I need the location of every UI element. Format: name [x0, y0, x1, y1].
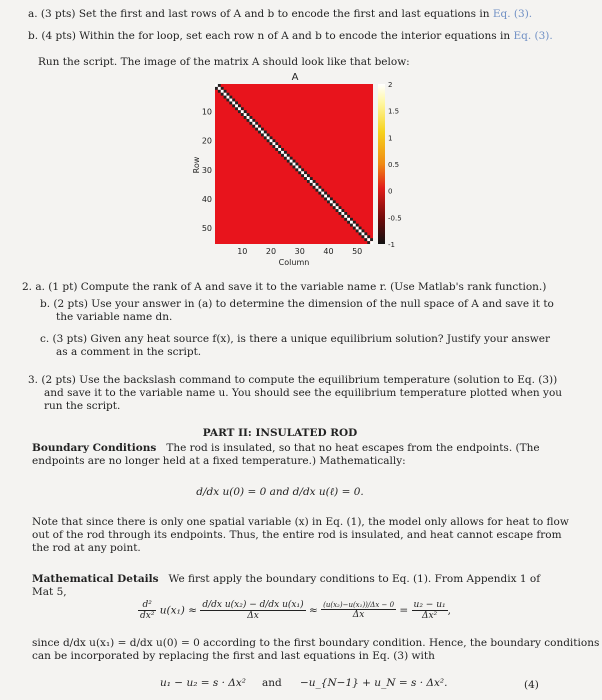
diagonal-cell [293, 163, 296, 166]
subdiagonal-cell [301, 174, 304, 177]
colorbar [378, 84, 385, 244]
superdiagonal-cell [238, 104, 241, 107]
figure-title: A [291, 72, 299, 83]
superdiagonal-cell [301, 168, 304, 171]
diagonal-cell [327, 197, 330, 200]
diagonal-cell [247, 116, 250, 119]
diagonal-cell [218, 87, 221, 90]
subdiagonal-cell [281, 154, 284, 157]
superdiagonal-cell [295, 163, 298, 166]
diagonal-cell [364, 235, 367, 238]
diagonal-cell [298, 168, 301, 171]
subdiagonal-cell [362, 235, 365, 238]
colorbar-ticks [388, 81, 402, 249]
x-tick-label: 30 [294, 247, 305, 256]
diagonal-cell [270, 139, 273, 142]
diagonal-cell [295, 165, 298, 168]
subdiagonal-cell [359, 232, 362, 235]
diagonal-cell [221, 90, 224, 93]
superdiagonal-cell [247, 113, 250, 116]
subdiagonal-cell [247, 119, 250, 122]
since-line2: can be incorporated by replacing the first and last equations in Eq. (3) with [32, 650, 435, 662]
colorbar-tick-label: 1.5 [388, 107, 400, 116]
item-b: b. (4 pts) Within the for loop, set each row n of A and b to encode the interior equations in Eq. (3). [28, 30, 553, 42]
diagonal-cell [313, 183, 316, 186]
subdiagonal-cell [218, 90, 221, 93]
subdiagonal-cell [313, 186, 316, 189]
eq4-left: u₁ − u₂ = s · Δx² [160, 677, 247, 689]
note-line3: the rod at any point. [32, 542, 141, 554]
diagonal-cell [224, 93, 227, 96]
diagonal-cell [344, 215, 347, 218]
y-axis-label: Row [192, 156, 201, 174]
subdiagonal-cell [224, 96, 227, 99]
diagonal-cell [367, 238, 370, 241]
subdiagonal-cell [347, 221, 350, 224]
diagonal-cell [304, 174, 307, 177]
colorbar-tick-label: 0 [388, 187, 393, 196]
eq4-right: −u_{N−1} + u_N = s · Δx². [300, 677, 448, 689]
superdiagonal-cell [347, 215, 350, 218]
superdiagonal-cell [278, 145, 281, 148]
subdiagonal-cell [226, 99, 229, 102]
q2-c-line2: as a comment in the script. [56, 346, 202, 358]
superdiagonal-cell [310, 177, 313, 180]
superdiagonal-cell [344, 212, 347, 215]
y-ticks [202, 108, 212, 233]
diagonal-cell [310, 180, 313, 183]
subdiagonal-cell [290, 163, 293, 166]
diagonal-cell [275, 145, 278, 148]
y-tick-label: 30 [201, 165, 212, 175]
superdiagonal-cell [281, 148, 284, 151]
diagonal-cell [321, 192, 324, 195]
bc-line1: Boundary Conditions The rod is insulated, so that no heat escapes from the endpoints. (The [32, 442, 540, 454]
colorbar-tick-label: -0.5 [388, 214, 402, 223]
diagonal-cell [347, 218, 350, 221]
subdiagonal-cell [367, 241, 370, 244]
subdiagonal-cell [350, 224, 353, 227]
subdiagonal-cell [304, 177, 307, 180]
q2-b-line2: the variable name dn. [56, 311, 173, 323]
superdiagonal-cell [341, 209, 344, 212]
diagonal-cell [350, 221, 353, 224]
diagonal-cell [336, 206, 339, 209]
superdiagonal-cell [284, 151, 287, 154]
subdiagonal-cell [258, 131, 261, 134]
diagonal-cell [333, 203, 336, 206]
q2-b-line1: b. (2 pts) Use your answer in (a) to determine the dimension of the null space of A and save it to [40, 298, 554, 310]
diagonal-cell [307, 177, 310, 180]
diagonal-cell [316, 186, 319, 189]
x-tick-label: 20 [265, 247, 277, 256]
superdiagonal-cell [367, 235, 370, 238]
diagonal-cell [229, 99, 232, 102]
subdiagonal-cell [272, 145, 275, 148]
subdiagonal-cell [284, 157, 287, 160]
subdiagonal-cell [229, 101, 232, 104]
subdiagonal-cell [341, 215, 344, 218]
diagonal-cell [244, 113, 247, 116]
diagonal-cell [264, 133, 267, 136]
eq4-and: and [262, 677, 282, 689]
superdiagonal-cell [298, 165, 301, 168]
subdiagonal-cell [261, 133, 264, 136]
superdiagonal-cell [258, 125, 261, 128]
part2-heading: PART II: INSULATED ROD [202, 427, 358, 439]
superdiagonal-cell [327, 195, 330, 198]
run-script-text: Run the script. The image of the matrix A should look like that below: [38, 56, 410, 68]
since-line1: since d/dx u(x₁) = d/dx u(0) = 0 according to the first boundary condition. Hence, the boundary conditions [32, 637, 600, 649]
superdiagonal-cell [313, 180, 316, 183]
subdiagonal-cell [339, 212, 342, 215]
diagonal-cell [281, 151, 284, 154]
subdiagonal-cell [249, 122, 252, 125]
diagonal-cell [249, 119, 252, 122]
subdiagonal-cell [324, 197, 327, 200]
item-a: a. (3 pts) Set the first and last rows of A and b to encode the first and last equations in Eq. (3). [28, 8, 533, 20]
superdiagonal-cell [224, 90, 227, 93]
x-tick-label: 40 [323, 247, 334, 256]
y-tick-label: 40 [201, 194, 212, 204]
x-tick-label: 50 [352, 247, 363, 256]
colorbar-tick-label: 0.5 [388, 161, 400, 169]
superdiagonal-cell [241, 107, 244, 110]
subdiagonal-cell [267, 139, 270, 142]
subdiagonal-cell [310, 183, 313, 186]
q3-line2: and save it to the variable name u. You should see the equilibrium temperature plotted when you [44, 387, 563, 399]
md-line2: Mat 5, [32, 586, 67, 598]
superdiagonal-cell [293, 160, 296, 163]
subdiagonal-cell [287, 160, 290, 163]
colorbar-tick-label: 1 [388, 134, 393, 143]
diagonal-cell [341, 212, 344, 215]
colorbar-tick-label: 2 [388, 81, 393, 89]
superdiagonal-cell [339, 206, 342, 209]
eq4-number: (4) [524, 679, 539, 691]
superdiagonal-cell [232, 99, 235, 102]
q2-c-line1: c. (3 pts) Given any heat source f(x), is there a unique equilibrium solution? Justify your answer [40, 333, 550, 345]
subdiagonal-cell [307, 180, 310, 183]
y-tick-label: 50 [201, 224, 212, 233]
subdiagonal-cell [235, 107, 238, 110]
diagonal-cell [267, 136, 270, 139]
subdiagonal-cell [333, 206, 336, 209]
subdiagonal-cell [221, 93, 224, 96]
superdiagonal-cell [272, 139, 275, 142]
diagonal-cell [284, 154, 287, 157]
superdiagonal-cell [333, 200, 336, 203]
diagonal-cell [241, 110, 244, 113]
superdiagonal-cell [229, 96, 232, 99]
diagonal-cell [370, 241, 373, 244]
superdiagonal-cell [324, 192, 327, 195]
superdiagonal-cell [275, 142, 278, 145]
superdiagonal-cell [321, 189, 324, 192]
superdiagonal-cell [221, 87, 224, 90]
superdiagonal-cell [261, 128, 264, 131]
superdiagonal-cell [226, 93, 229, 96]
superdiagonal-cell [218, 84, 221, 87]
subdiagonal-cell [344, 218, 347, 221]
subdiagonal-cell [252, 125, 255, 128]
subdiagonal-cell [336, 209, 339, 212]
superdiagonal-cell [304, 171, 307, 174]
superdiagonal-cell [290, 157, 293, 160]
superdiagonal-cell [353, 221, 356, 224]
subdiagonal-cell [364, 238, 367, 241]
superdiagonal-cell [270, 136, 273, 139]
x-tick-label: 10 [237, 247, 248, 256]
y-tick-label: 10 [201, 107, 212, 117]
subdiagonal-cell [356, 229, 359, 232]
subdiagonal-cell [353, 227, 356, 230]
subdiagonal-cell [330, 203, 333, 206]
diagonal-cell [301, 171, 304, 174]
subdiagonal-cell [275, 148, 278, 151]
superdiagonal-cell [359, 227, 362, 230]
diagonal-cell [362, 232, 365, 235]
superdiagonal-cell [316, 183, 319, 186]
superdiagonal-cell [336, 203, 339, 206]
diagonal-cell [235, 104, 238, 107]
diagonal-cell [339, 209, 342, 212]
subdiagonal-cell [316, 189, 319, 192]
diagonal-cell [258, 128, 261, 131]
subdiagonal-cell [327, 200, 330, 203]
bc-line2: endpoints are no longer held at a fixed temperature.) Mathematically: [32, 455, 406, 467]
fd-equation: $\frac{\text{d²}}{\text{dx²}}$ u(x₁) ≈ $\frac{\text{d/dx u(x₂) − d/dx u(x₁)}}{\Delta x}$ ≈ $\frac{\text{(u(x₂)−u(x₁))/Δx − 0}}{\Delta x}$ = $\frac{\text{u₂ − u₁}}{\text{Δx²}}$ , [140, 600, 451, 621]
superdiagonal-cell [252, 119, 255, 122]
diagonal-cell [324, 195, 327, 198]
diagonal-cell [359, 229, 362, 232]
diagonal-cell [356, 227, 359, 230]
diagonal-cell [318, 189, 321, 192]
superdiagonal-cell [370, 238, 373, 241]
superdiagonal-cell [362, 229, 365, 232]
diagonal-cell [232, 101, 235, 104]
superdiagonal-cell [249, 116, 252, 119]
subdiagonal-cell [232, 104, 235, 107]
superdiagonal-cell [235, 101, 238, 104]
diagonal-cell [238, 107, 241, 110]
diagonal-cell [287, 157, 290, 160]
diagonal-cell [278, 148, 281, 151]
subdiagonal-cell [215, 87, 218, 90]
diagonal-cell [290, 160, 293, 163]
subdiagonal-cell [318, 192, 321, 195]
x-axis-label: Column [278, 258, 310, 267]
superdiagonal-cell [318, 186, 321, 189]
md-line1: Mathematical Details We first apply the boundary conditions to Eq. (1). From Appendix 1 of [32, 573, 541, 585]
diagonal-cell [255, 125, 258, 128]
superdiagonal-cell [350, 218, 353, 221]
superdiagonal-cell [264, 131, 267, 134]
subdiagonal-cell [298, 171, 301, 174]
q2-a: 2. a. (1 pt) Compute the rank of A and save it to the variable name r. (Use Matlab's rank function.) [22, 281, 547, 293]
superdiagonal-cell [255, 122, 258, 125]
subdiagonal-cell [241, 113, 244, 116]
subdiagonal-cell [295, 168, 298, 171]
diagonal-cell [261, 131, 264, 134]
note-line2: out of the rod through its endpoints. Thus, the entire rod is insulated, and heat cannot escape from [32, 529, 562, 541]
superdiagonal-cell [330, 197, 333, 200]
note-line1: Note that since there is only one spatial variable (x) in Eq. (1), the model only allows for heat to flow [32, 516, 569, 528]
diagonal-cell [272, 142, 275, 145]
superdiagonal-cell [356, 224, 359, 227]
subdiagonal-cell [321, 195, 324, 198]
diagonal-cell [252, 122, 255, 125]
bc-equation: d/dx u(0) = 0 and d/dx u(ℓ) = 0. [196, 486, 364, 498]
diagonal-cell [353, 224, 356, 227]
subdiagonal-cell [270, 142, 273, 145]
diagonal-cell [330, 200, 333, 203]
y-tick-label: 20 [201, 136, 212, 146]
subdiagonal-cell [255, 128, 258, 131]
diagonal-cell [215, 84, 218, 87]
subdiagonal-cell [244, 116, 247, 119]
subdiagonal-cell [264, 136, 267, 139]
superdiagonal-cell [267, 133, 270, 136]
q3-line1: 3. (2 pts) Use the backslash command to compute the equilibrium temperature (solution to Eq. (3)) [28, 374, 558, 386]
matrix-figure [185, 70, 425, 270]
superdiagonal-cell [287, 154, 290, 157]
x-ticks [237, 247, 362, 256]
colorbar-tick-label: -1 [388, 241, 395, 249]
subdiagonal-cell [278, 151, 281, 154]
superdiagonal-cell [244, 110, 247, 113]
subdiagonal-cell [238, 110, 241, 113]
diagonal-cell [226, 96, 229, 99]
superdiagonal-cell [364, 232, 367, 235]
superdiagonal-cell [307, 174, 310, 177]
subdiagonal-cell [293, 165, 296, 168]
q3-line3: run the script. [44, 400, 121, 412]
